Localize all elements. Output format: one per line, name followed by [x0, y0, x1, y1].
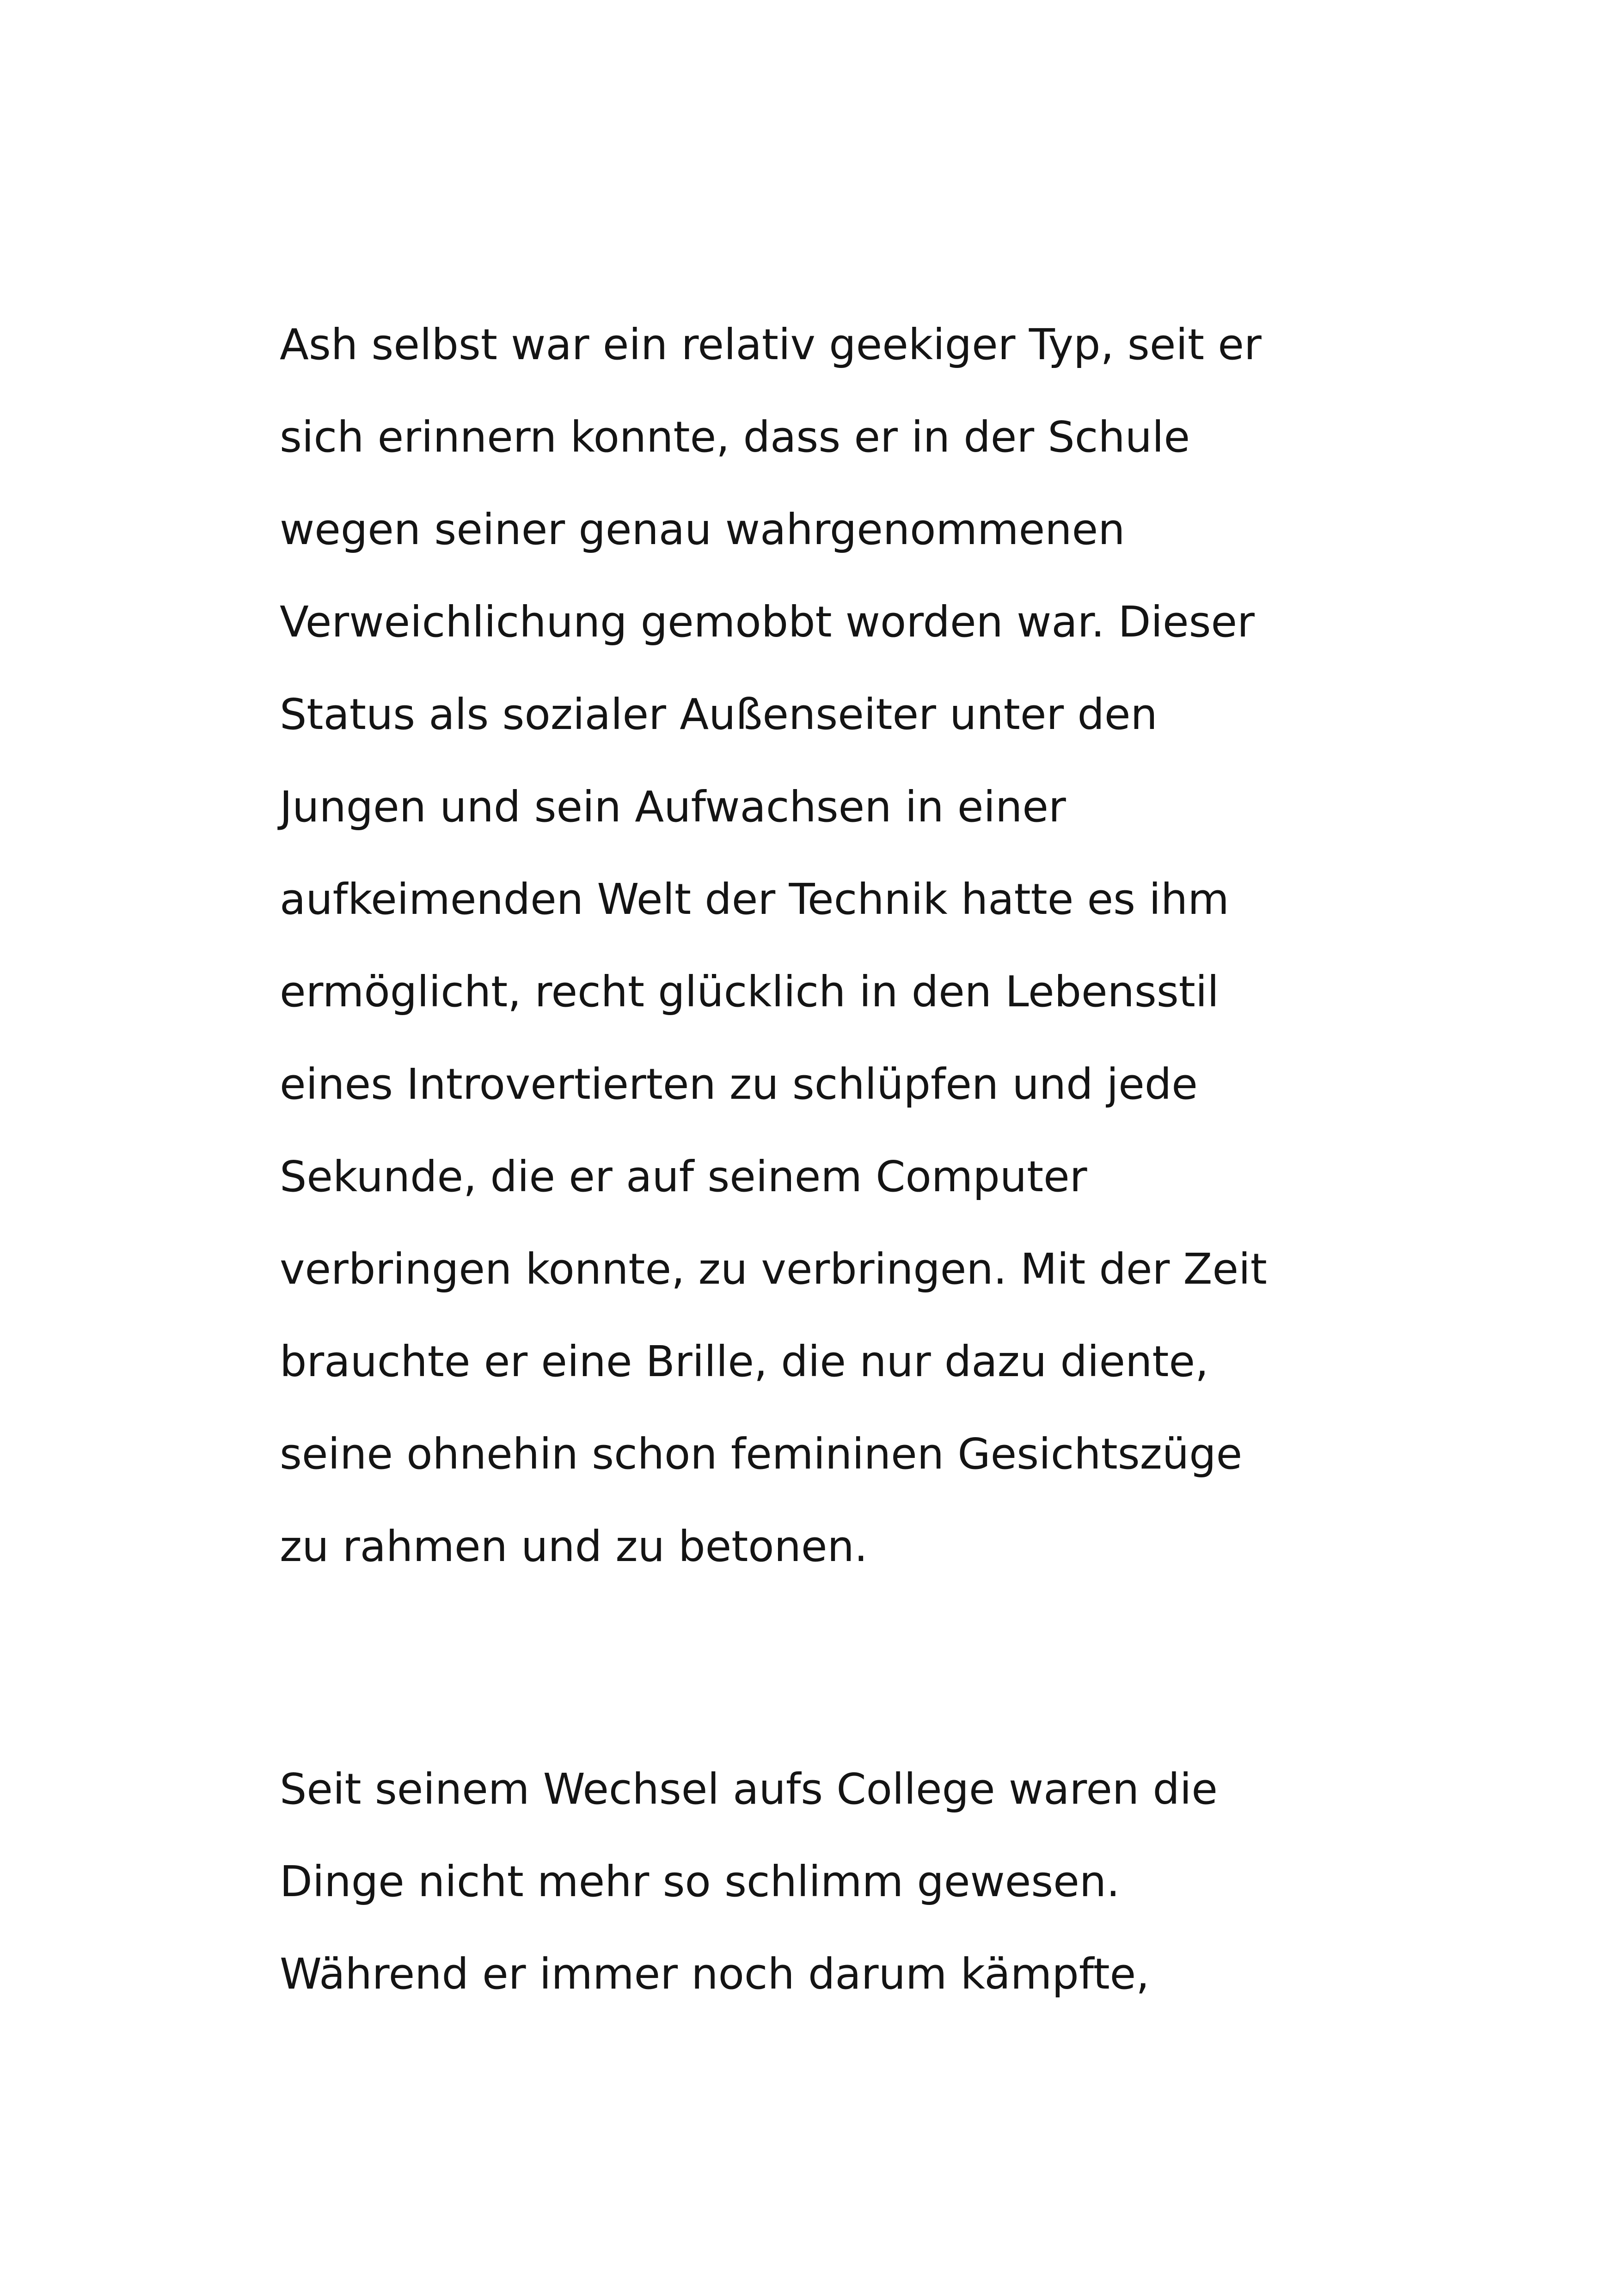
paragraph-1-line-12: brauchte er eine Brille, die nur dazu diente, [280, 1337, 1209, 1386]
paragraph-1-line-13: seine ohnehin schon femininen Gesichtszüge [280, 1429, 1243, 1479]
paragraph-1-line-6: Jungen und sein Aufwachsen in einer [280, 782, 1066, 832]
paragraph-1-line-3: wegen seiner genau wahrgenommenen [280, 505, 1125, 554]
paragraph-1-line-9: eines Introvertierten zu schlüpfen und jede [280, 1059, 1198, 1109]
paragraph-2-line-3: Während er immer noch darum kämpfte, [280, 1949, 1150, 1999]
paragraph-1-line-4: Verweichlichung gemobbt worden war. Dieser [280, 597, 1255, 647]
paragraph-1-line-8: ermöglicht, recht glücklich in den Lebensstil [280, 967, 1219, 1016]
paragraph-1-line-1: Ash selbst war ein relativ geekiger Typ, seit er [280, 320, 1262, 369]
paragraph-2-line-1: Seit seinem Wechsel aufs College waren die [280, 1764, 1218, 1814]
paragraph-1-line-5: Status als sozialer Außenseiter unter den [280, 690, 1158, 739]
paragraph-1-line-11: verbringen konnte, zu verbringen. Mit der Zeit [280, 1244, 1267, 1294]
paragraph-1-line-2: sich erinnern konnte, dass er in der Schule [280, 412, 1190, 462]
paragraph-2-line-2: Dinge nicht mehr so schlimm gewesen. [280, 1857, 1120, 1906]
paragraph-1-line-7: aufkeimenden Welt der Technik hatte es ihm [280, 875, 1229, 924]
paragraph-1-line-10: Sekunde, die er auf seinem Computer [280, 1152, 1087, 1201]
paragraph-1-line-14: zu rahmen und zu betonen. [280, 1522, 868, 1571]
